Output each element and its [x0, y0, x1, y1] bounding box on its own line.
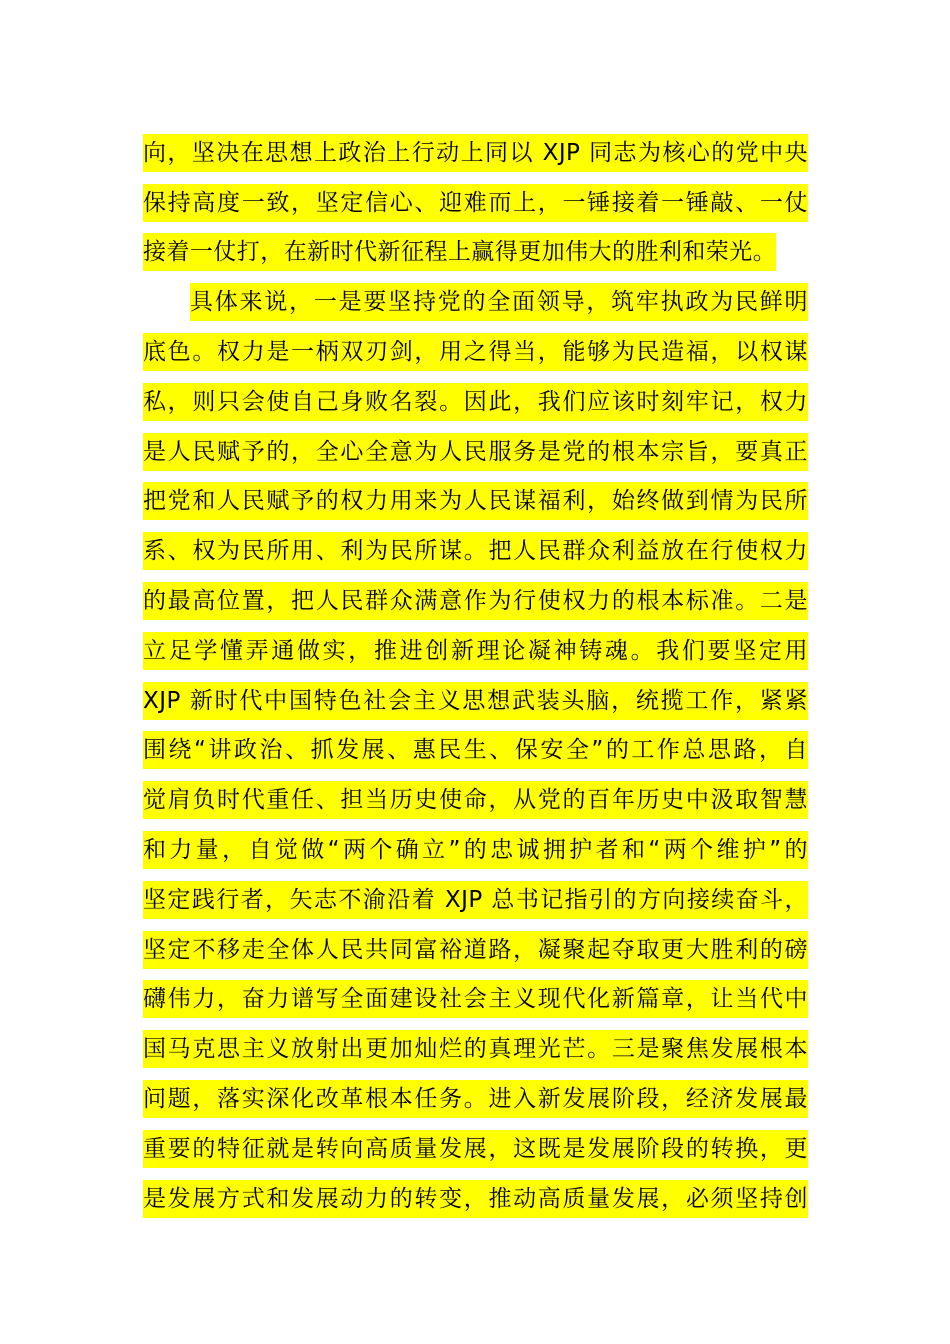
- text-line: [143, 228, 808, 278]
- highlighted-text: 保持高度一致，坚定信心、迎难而上，一锤接着一锤敲、一仗: [143, 184, 808, 222]
- text-line: [143, 726, 808, 776]
- highlighted-text: 重要的特征就是转向高质量发展，这既是发展阶段的转换，更: [143, 1130, 808, 1168]
- text-line: [143, 875, 808, 925]
- text-line: [143, 277, 808, 327]
- highlighted-text: 的最高位置，把人民群众满意作为行使权力的根本标准。二是: [143, 582, 808, 620]
- text-line: [143, 825, 808, 875]
- highlighted-text: 私，则只会使自己身败名裂。因此，我们应该时刻牢记，权力: [143, 383, 808, 421]
- highlighted-text: 坚定践行者，矢志不渝沿着 XJP 总书记指引的方向接续奋斗，: [143, 881, 808, 919]
- text-line: [143, 676, 808, 726]
- text-line: [143, 1174, 808, 1224]
- highlighted-text: 是发展方式和发展动力的转变，推动高质量发展，必须坚持创: [143, 1180, 808, 1218]
- text-line: [143, 477, 808, 527]
- text-line: [143, 1024, 808, 1074]
- highlighted-text: 觉肩负时代重任、担当历史使命，从党的百年历史中汲取智慧: [143, 781, 808, 819]
- text-line: [143, 327, 808, 377]
- text-line: [143, 1124, 808, 1174]
- text-line: [143, 128, 808, 178]
- highlighted-text: 向，坚决在思想上政治上行动上同以 XJP 同志为核心的党中央: [143, 134, 808, 172]
- highlighted-text: 具体来说，一是要坚持党的全面领导，筑牢执政为民鲜明: [190, 283, 808, 321]
- text-line: [143, 377, 808, 427]
- text-line: [143, 626, 808, 676]
- text-line: [143, 178, 808, 228]
- text-line: [143, 1074, 808, 1124]
- highlighted-text: 坚定不移走全体人民共同富裕道路，凝聚起夺取更大胜利的磅: [143, 931, 808, 969]
- highlighted-text: 系、权为民所用、利为民所谋。把人民群众利益放在行使权力: [143, 532, 808, 570]
- highlighted-text: 立足学懂弄通做实，推进创新理论凝神铸魂。我们要坚定用: [143, 632, 808, 670]
- text-line: [143, 975, 808, 1025]
- highlighted-text: 把党和人民赋予的权力用来为人民谋福利，始终做到情为民所: [143, 482, 808, 520]
- highlighted-text: 礴伟力，奋力谱写全面建设社会主义现代化新篇章，让当代中: [143, 980, 808, 1018]
- highlighted-text: 和力量，自觉做“两个确立”的忠诚拥护者和“两个维护”的: [143, 831, 808, 869]
- highlighted-text: XJP 新时代中国特色社会主义思想武装头脑，统揽工作，紧紧: [143, 682, 808, 720]
- highlighted-text: 是人民赋予的，全心全意为人民服务是党的根本宗旨，要真正: [143, 433, 808, 471]
- text-line: [143, 775, 808, 825]
- highlighted-text: 问题，落实深化改革根本任务。进入新发展阶段，经济发展最: [143, 1080, 808, 1118]
- text-line: [143, 576, 808, 626]
- text-line: [143, 427, 808, 477]
- highlighted-text: 接着一仗打，在新时代新征程上赢得更加伟大的胜利和荣光。: [143, 233, 776, 271]
- highlighted-text: 底色。权力是一柄双刃剑，用之得当，能够为民造福，以权谋: [143, 333, 808, 371]
- highlighted-text: 围绕“讲政治、抓发展、惠民生、保安全”的工作总思路，自: [143, 731, 808, 769]
- text-line: [143, 526, 808, 576]
- body-text: [143, 128, 808, 1224]
- highlighted-text: 国马克思主义放射出更加灿烂的真理光芒。三是聚焦发展根本: [143, 1030, 808, 1068]
- text-line: [143, 925, 808, 975]
